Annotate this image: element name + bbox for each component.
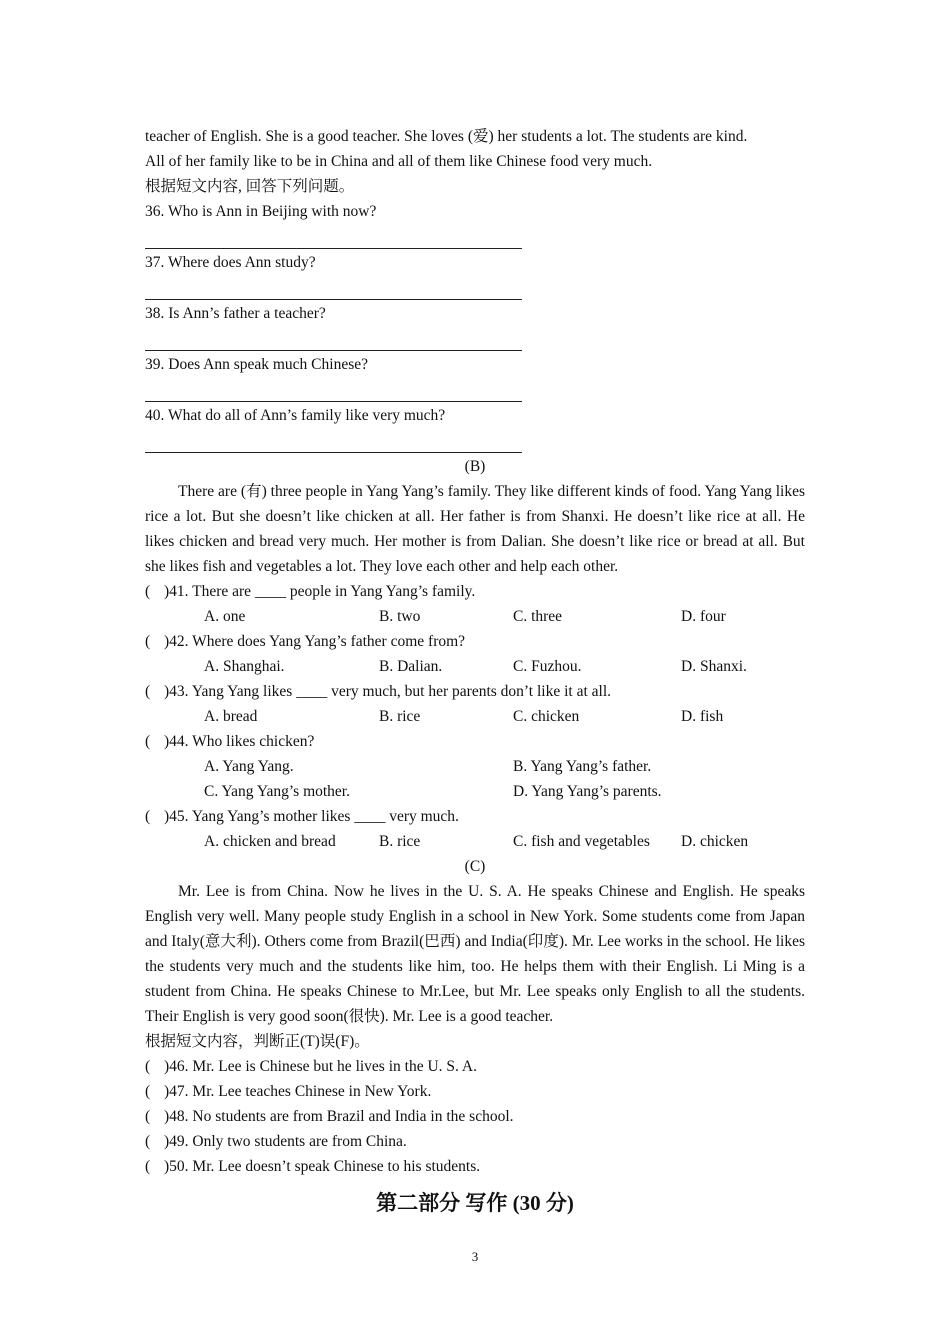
question-37 <box>145 250 805 300</box>
option-b: B. rice <box>379 833 421 850</box>
question-stem: )43. Yang Yang likes ____ very much, but her parents don’t like it at all. <box>164 683 612 700</box>
part-two-heading: 第二部分 写作 (30 分) <box>376 1191 574 1215</box>
answer-bracket[interactable]: ( <box>145 1158 151 1175</box>
question-40 <box>145 403 805 453</box>
answer-bracket[interactable]: ( <box>145 1108 151 1125</box>
answer-bracket[interactable]: ( <box>145 1058 151 1075</box>
question-stem: )41. There are ____ people in Yang Yang’s family. <box>164 583 476 600</box>
statement-46 <box>145 1054 805 1079</box>
option-c: C. fish and vegetables <box>513 833 650 850</box>
option-a: A. bread <box>204 708 258 725</box>
option-c: C. chicken <box>513 708 580 725</box>
question-36 <box>145 199 805 249</box>
option-d: D. chicken <box>681 833 749 850</box>
option-c: C. Fuzhou. <box>513 658 582 675</box>
answer-bracket[interactable]: ( <box>145 808 151 825</box>
answer-line[interactable] <box>145 224 522 249</box>
question-stem: )44. Who likes chicken? <box>164 733 315 750</box>
question-text: 37. Where does Ann study? <box>145 254 316 271</box>
question-text: 40. What do all of Ann’s family like very much? <box>145 407 446 424</box>
page-number: 3 <box>471 1249 479 1264</box>
answer-bracket[interactable]: ( <box>145 1133 151 1150</box>
question-text: 38. Is Ann’s father a teacher? <box>145 305 326 322</box>
option-d: D. Yang Yang’s parents. <box>513 783 662 800</box>
question-44 <box>145 729 805 804</box>
option-b: B. Yang Yang’s father. <box>513 758 652 775</box>
statement-49 <box>145 1129 805 1154</box>
question-43 <box>145 679 805 729</box>
statement-text: )49. Only two students are from China. <box>164 1133 407 1150</box>
question-45 <box>145 804 805 854</box>
question-41 <box>145 579 805 629</box>
answer-line[interactable] <box>145 326 522 351</box>
statement-text: )50. Mr. Lee doesn’t speak Chinese to his students. <box>164 1158 481 1175</box>
passage-a-line: All of her family like to be in China and all of them like Chinese food very much. <box>145 153 653 170</box>
answer-bracket[interactable]: ( <box>145 733 151 750</box>
statement-text: )46. Mr. Lee is Chinese but he lives in the U. S. A. <box>164 1058 477 1075</box>
passage-c-text: Mr. Lee is from China. Now he lives in the U. S. A. He speaks Chinese and English. He speaks English very well. Many people study English in a school in New York. Some students come from Japan and Italy(意大利). Others come from Brazil(巴西) and India(印度). Mr. Lee works in the school. He likes the students very much and the students like him, too. He helps them with their English. Li Ming is a student from China. He speaks Chinese to Mr.Lee, but Mr. Lee speaks only English to all the students. Their English is very good soon(很快). Mr. Lee is a good teacher. <box>145 883 805 1025</box>
section-label-b: (B) <box>464 458 486 475</box>
question-stem: )42. Where does Yang Yang’s father come from? <box>164 633 466 650</box>
option-a: A. chicken and bread <box>204 833 336 850</box>
statement-text: )47. Mr. Lee teaches Chinese in New York. <box>164 1083 432 1100</box>
option-c: C. three <box>513 608 563 625</box>
option-a: A. Shanghai. <box>204 658 285 675</box>
answer-bracket[interactable]: ( <box>145 683 151 700</box>
option-d: D. fish <box>681 708 724 725</box>
statement-47 <box>145 1079 805 1104</box>
passage-c-instruction: 根据短文内容，判断正(T)误(F)。 <box>145 1033 370 1050</box>
question-text: 39. Does Ann speak much Chinese? <box>145 356 368 373</box>
answer-line[interactable] <box>145 428 522 453</box>
question-38 <box>145 301 805 351</box>
option-a: A. one <box>204 608 246 625</box>
answer-line[interactable] <box>145 377 522 402</box>
option-b: B. Dalian. <box>379 658 443 675</box>
statement-50 <box>145 1154 805 1179</box>
answer-bracket[interactable]: ( <box>145 583 151 600</box>
option-a: A. Yang Yang. <box>204 758 294 775</box>
exam-page <box>145 124 805 1218</box>
statement-text: )48. No students are from Brazil and India in the school. <box>164 1108 514 1125</box>
passage-a-instruction: 根据短文内容, 回答下列问题。 <box>145 178 355 195</box>
option-b: B. rice <box>379 708 421 725</box>
section-label-c: (C) <box>464 858 486 875</box>
option-d: D. Shanxi. <box>681 658 747 675</box>
option-b: B. two <box>379 608 421 625</box>
question-42 <box>145 629 805 679</box>
answer-bracket[interactable]: ( <box>145 633 151 650</box>
question-text: 36. Who is Ann in Beijing with now? <box>145 203 377 220</box>
answer-bracket[interactable]: ( <box>145 1083 151 1100</box>
passage-b-text: There are (有) three people in Yang Yang’s family. They like different kinds of food. Yang Yang likes rice a lot. But she doesn’t like chicken at all. Her father is from Shanxi. He doesn’t like rice at all. He likes chicken and bread very much. Her mother is from Dalian. She doesn’t like rice or bread at all. But she likes fish and vegetables a lot. They love each other and help each other. <box>145 483 805 575</box>
option-d: D. four <box>681 608 726 625</box>
statement-48 <box>145 1104 805 1129</box>
option-c: C. Yang Yang’s mother. <box>204 783 350 800</box>
question-39 <box>145 352 805 402</box>
passage-a-line: teacher of English. She is a good teacher. She loves (爱) her students a lot. The students are kind. <box>145 128 748 145</box>
answer-line[interactable] <box>145 275 522 300</box>
question-stem: )45. Yang Yang’s mother likes ____ very much. <box>164 808 459 825</box>
